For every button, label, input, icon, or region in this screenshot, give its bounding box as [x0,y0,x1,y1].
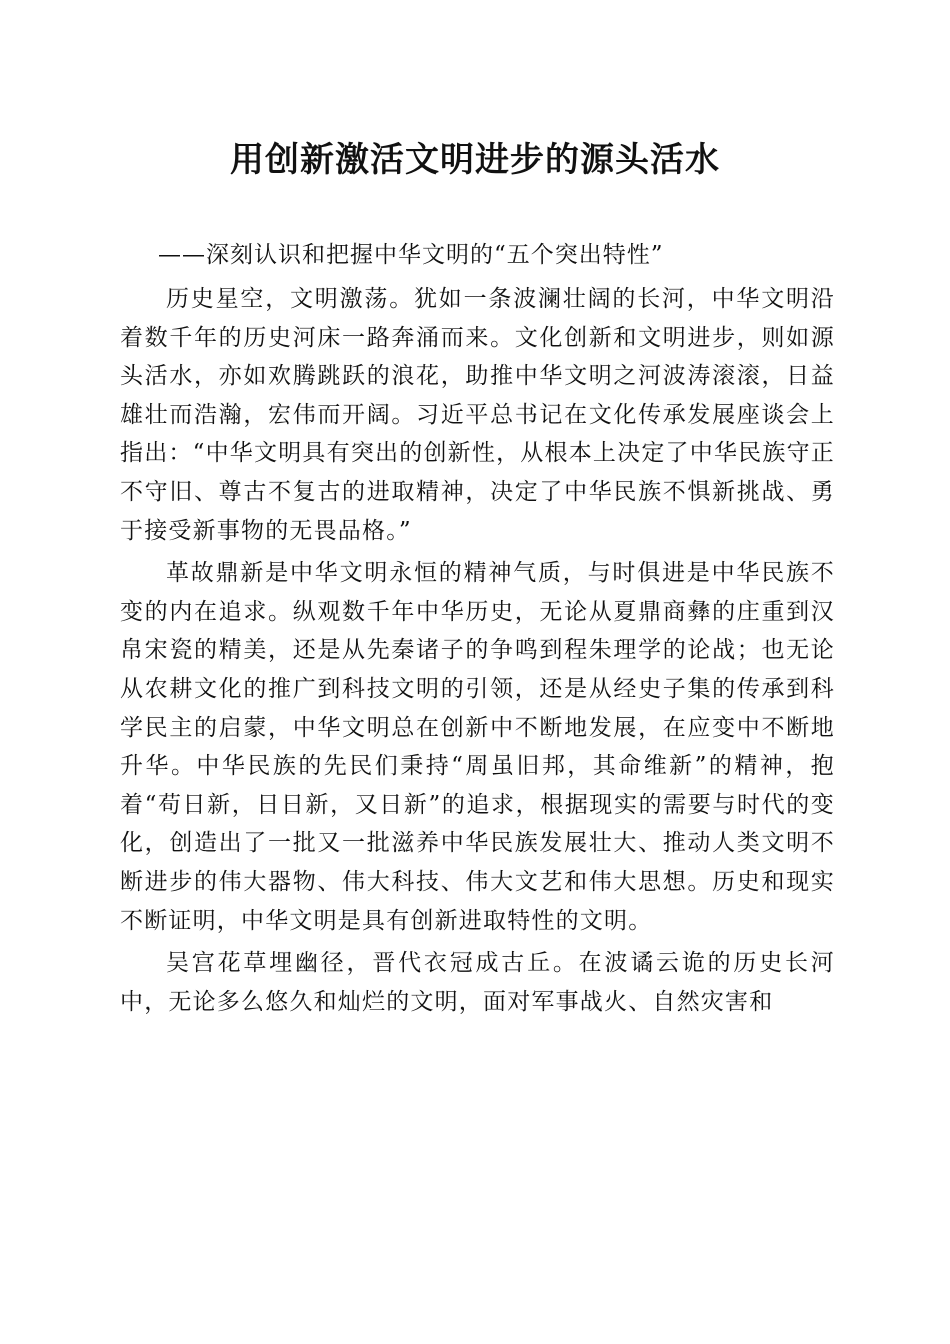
paragraph: 革故鼎新是中华文明永恒的精神气质，与时俱进是中华民族不变的内在追求。纵观数千年中华历史，无论从夏鼎商彝的庄重到汉帛宋瓷的精美，还是从先秦诸子的争鸣到程朱理学的论战；也无论从农耕文化的推广到科技文明的引领，还是从经史子集的传承到科学民主的启蒙，中华文明总在创新中不断地发展，在应变中不断地升华。中华民族的先民们秉持“周虽旧邦，其命维新”的精神，抱着“苟日新，日日新，又日新”的追求，根据现实的需要与时代的变化，创造出了一批又一批滋养中华民族发展壮大、推动人类文明不断进步的伟大器物、伟大科技、伟大文艺和伟大思想。历史和现实不断证明，中华文明是具有创新进取特性的文明。 [120,560,835,934]
document-body [120,280,835,1025]
document-subtitle: ——深刻认识和把握中华文明的“五个突出特性” [158,242,664,268]
document-title: 用创新激活文明进步的源头活水 [230,140,720,180]
paragraph: 吴宫花草埋幽径，晋代衣冠成古丘。在波谲云诡的历史长河中，无论多么悠久和灿烂的文明，面对军事战火、自然灾害和 [120,950,835,1015]
paragraph: 历史星空，文明激荡。犹如一条波澜壮阔的长河，中华文明沿着数千年的历史河床一路奔涌而来。文化创新和文明进步，则如源头活水，亦如欢腾跳跃的浪花，助推中华文明之河波涛滚滚，日益雄壮而浩瀚，宏伟而开阔。习近平总书记在文化传承发展座谈会上指出：“中华文明具有突出的创新性，从根本上决定了中华民族守正不守旧、尊古不复古的进取精神，决定了中华民族不惧新挑战、勇于接受新事物的无畏品格。” [120,286,835,544]
